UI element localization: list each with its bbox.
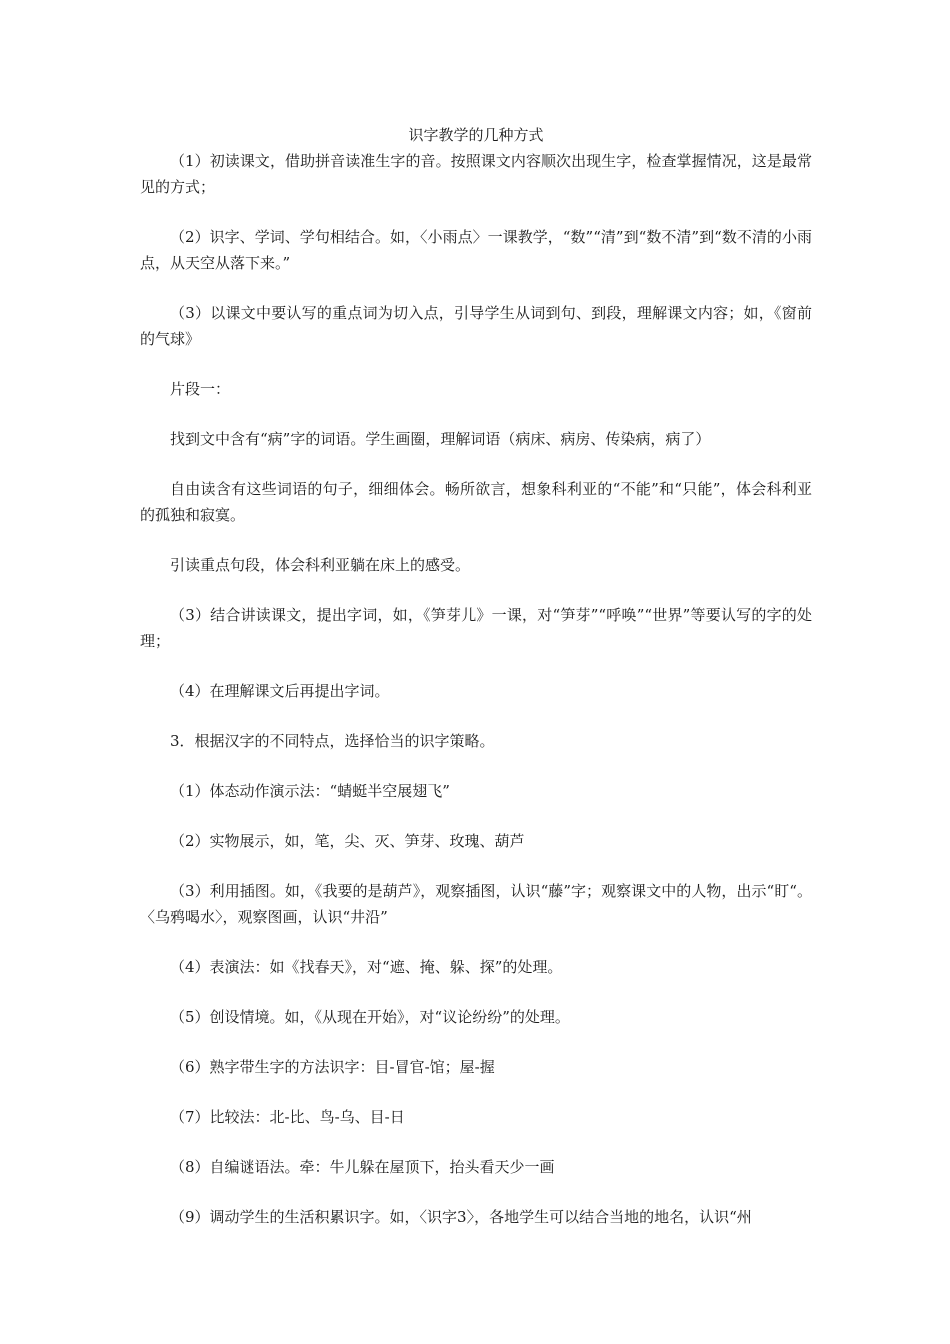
paragraph-4: 片段一： xyxy=(170,380,231,398)
paragraph-13: （3）利用插图。如，《我要的是葫芦》，观察插图，认识“藤”字；观察课文中的人物，出示“盯“。〈乌鸦喝水〉，观察图画，认识“井沿” xyxy=(140,882,812,926)
paragraph-3: （3）以课文中要认写的重点词为切入点，引导学生从词到句、到段，理解课文内容；如，《窗前的气球》 xyxy=(140,304,812,348)
paragraph-8: （3）结合讲读课文，提出字词，如，《笋芽儿》一课，对“笋芽”“呼唤”“世界”等要认写的字的处理； xyxy=(140,606,812,650)
paragraph-17: （7）比较法：北-比、鸟-乌、目-日 xyxy=(170,1108,405,1126)
paragraph-12: （2）实物展示，如，笔，尖、灭、笋芽、玫瑰、葫芦 xyxy=(170,832,525,850)
paragraph-15: （5）创设情境。如，《从现在开始》，对“议论纷纷”的处理。 xyxy=(170,1008,570,1026)
paragraph-1: （1）初读课文，借助拼音读准生字的音。按照课文内容顺次出现生字，检查掌握情况，这是最常见的方式； xyxy=(140,152,812,196)
paragraph-16: （6）熟字带生字的方法识字：目-冒官-馆；屋-握 xyxy=(170,1058,495,1076)
paragraph-19: （9）调动学生的生活积累识字。如，〈识字3〉，各地学生可以结合当地的地名，认识“州 xyxy=(170,1208,752,1226)
paragraph-7: 引读重点句段，体会科利亚躺在床上的感受。 xyxy=(170,556,471,574)
paragraph-11: （1）体态动作演示法：“蜻蜓半空展翅飞” xyxy=(170,782,450,800)
paragraph-6: 自由读含有这些词语的句子，细细体会。畅所欲言，想象科利亚的“不能”和“只能”，体会科利亚的孤独和寂寞。 xyxy=(140,480,812,524)
document-body xyxy=(140,122,812,1254)
document-title: 识字教学的几种方式 xyxy=(408,126,544,144)
paragraph-5: 找到文中含有“病”字的词语。学生画圈，理解词语（病床、病房、传染病，病了） xyxy=(170,430,711,448)
paragraph-2: （2）识字、学词、学句相结合。如，〈小雨点〉一课教学，“数”“清”到“数不清”到“数不清的小雨点，从天空从落下来。” xyxy=(140,228,812,272)
paragraph-14: （4）表演法：如《找春天》，对“遮、掩、躲、探”的处理。 xyxy=(170,958,563,976)
paragraph-10: 3．根据汉字的不同特点，选择恰当的识字策略。 xyxy=(170,732,495,750)
paragraph-18: （8）自编谜语法。牵：牛儿躲在屋顶下，抬头看天少一画 xyxy=(170,1158,555,1176)
paragraph-9: （4）在理解课文后再提出字词。 xyxy=(170,682,390,700)
